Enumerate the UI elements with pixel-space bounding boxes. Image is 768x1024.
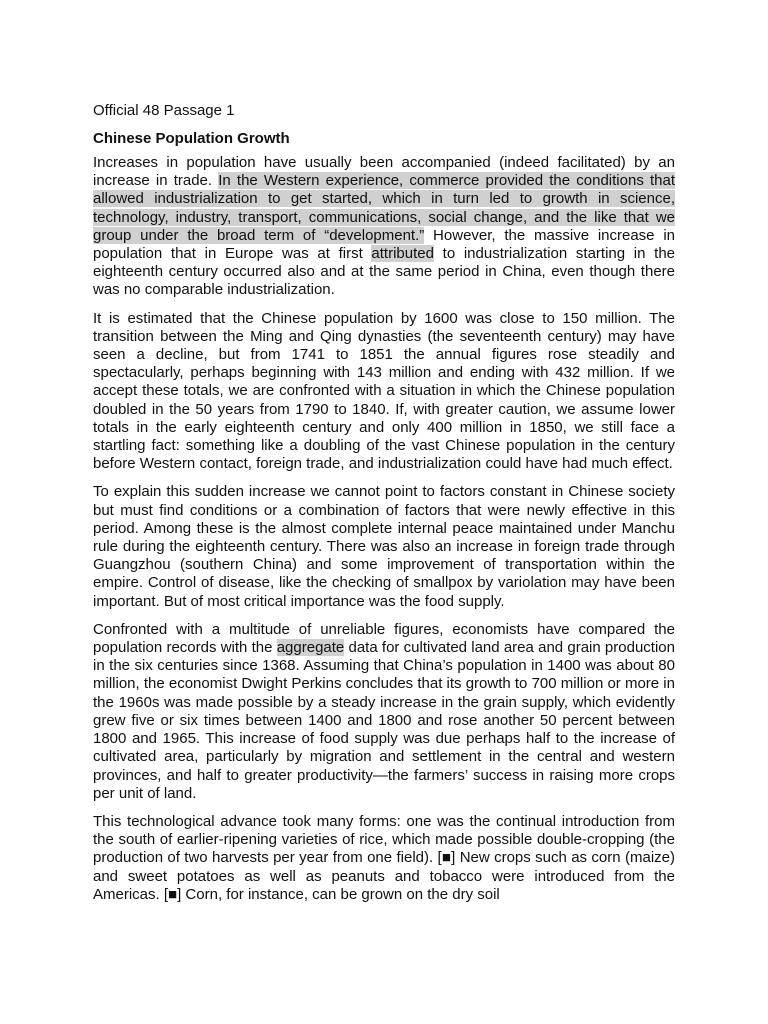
p5-text-c: Corn, for instance, can be grown on the dry soil	[181, 885, 500, 903]
paragraph-4	[93, 621, 675, 803]
highlighted-word-attributed[interactable]: attributed	[371, 245, 434, 263]
p5-text-b: New crops such as corn (maize) and sweet potatoes as well as peanuts and tobacco were introduced from the Americas.	[93, 849, 675, 903]
p4-text-a: Confronted with a multitude of unreliable figures, economists have compared the population records with the	[93, 620, 675, 657]
document-page	[93, 101, 675, 914]
insert-sentence-marker-1[interactable]: [■]	[437, 849, 456, 867]
highlighted-sentence[interactable]: In the Western experience, commerce provided the conditions that allowed industrialization to get started, which in turn led to growth in science, technology, industry, transport, communications, social change, and the like that we group under the broad term of “development.”	[93, 172, 676, 244]
p1-text-e: to industrialization starting in the eighteenth century occurred also and at the same period in China, even though there was no comparable industrialization.	[93, 245, 675, 299]
paragraph-1	[93, 154, 675, 300]
paragraph-3: To explain this sudden increase we cannot point to factors constant in Chinese society but must find conditions or a combination of factors that were newly effective in this period. Among these is the almost complete internal peace maintained under Manchu rule during the eighteenth century. There was also an increase in foreign trade through Guangzhou (southern China) and some improvement of transportation within the empire. Control of disease, like the checking of smallpox by variolation may have been important. But of most critical importance was the food supply.	[93, 483, 675, 610]
paragraph-5	[93, 813, 675, 904]
p1-text-c: However, the massive increase in population that in Europe was at first	[93, 226, 675, 263]
p5-text-a: This technological advance took many forms: one was the continual introduction from the south of earlier-ripening varieties of rice, which made possible double-cropping (the production of two harvests per year from one field).	[93, 812, 675, 867]
paragraph-2: It is estimated that the Chinese population by 1600 was close to 150 million. The transition between the Ming and Qing dynasties (the seventeenth century) may have seen a decline, but from 1741 to 1851 the annual figures rose steadily and spectacularly, perhaps beginning with 143 million and ending with 432 million. If we accept these totals, we are confronted with a situation in which the Chinese population doubled in the 50 years from 1790 to 1840. If, with greater caution, we assume lower totals in the early eighteenth century and only 400 million in 1850, we still face a startling fact: something like a doubling of the vast Chinese population in the century before Western contact, foreign trade, and industrialization could have had much effect.	[93, 309, 675, 473]
p1-text-a: Increases in population have usually been accompanied (indeed facilitated) by an increase in trade.	[93, 154, 675, 190]
passage-label: Official 48 Passage 1	[93, 102, 235, 119]
passage-title: Chinese Population Growth	[93, 130, 290, 147]
insert-sentence-marker-2[interactable]: [■]	[163, 885, 182, 903]
p4-text-c: data for cultivated land area and grain production in the six centuries since 1368. Assuming that China’s population in 1400 was about 80 million, the economist Dwight Perkins concludes that its growth to 700 million or more in the 1960s was made possible by a steady increase in the grain supply, which evidently grew five or six times between 1400 and 1800 and rose another 50 percent between 1800 and 1965. This increase of food supply was due perhaps half to the increase of cultivated area, particularly by migration and settlement in the central and western provinces, and half to greater productivity—the farmers’ success in raising more crops per unit of land.	[93, 639, 675, 802]
highlighted-word-aggregate[interactable]: aggregate	[276, 639, 345, 657]
